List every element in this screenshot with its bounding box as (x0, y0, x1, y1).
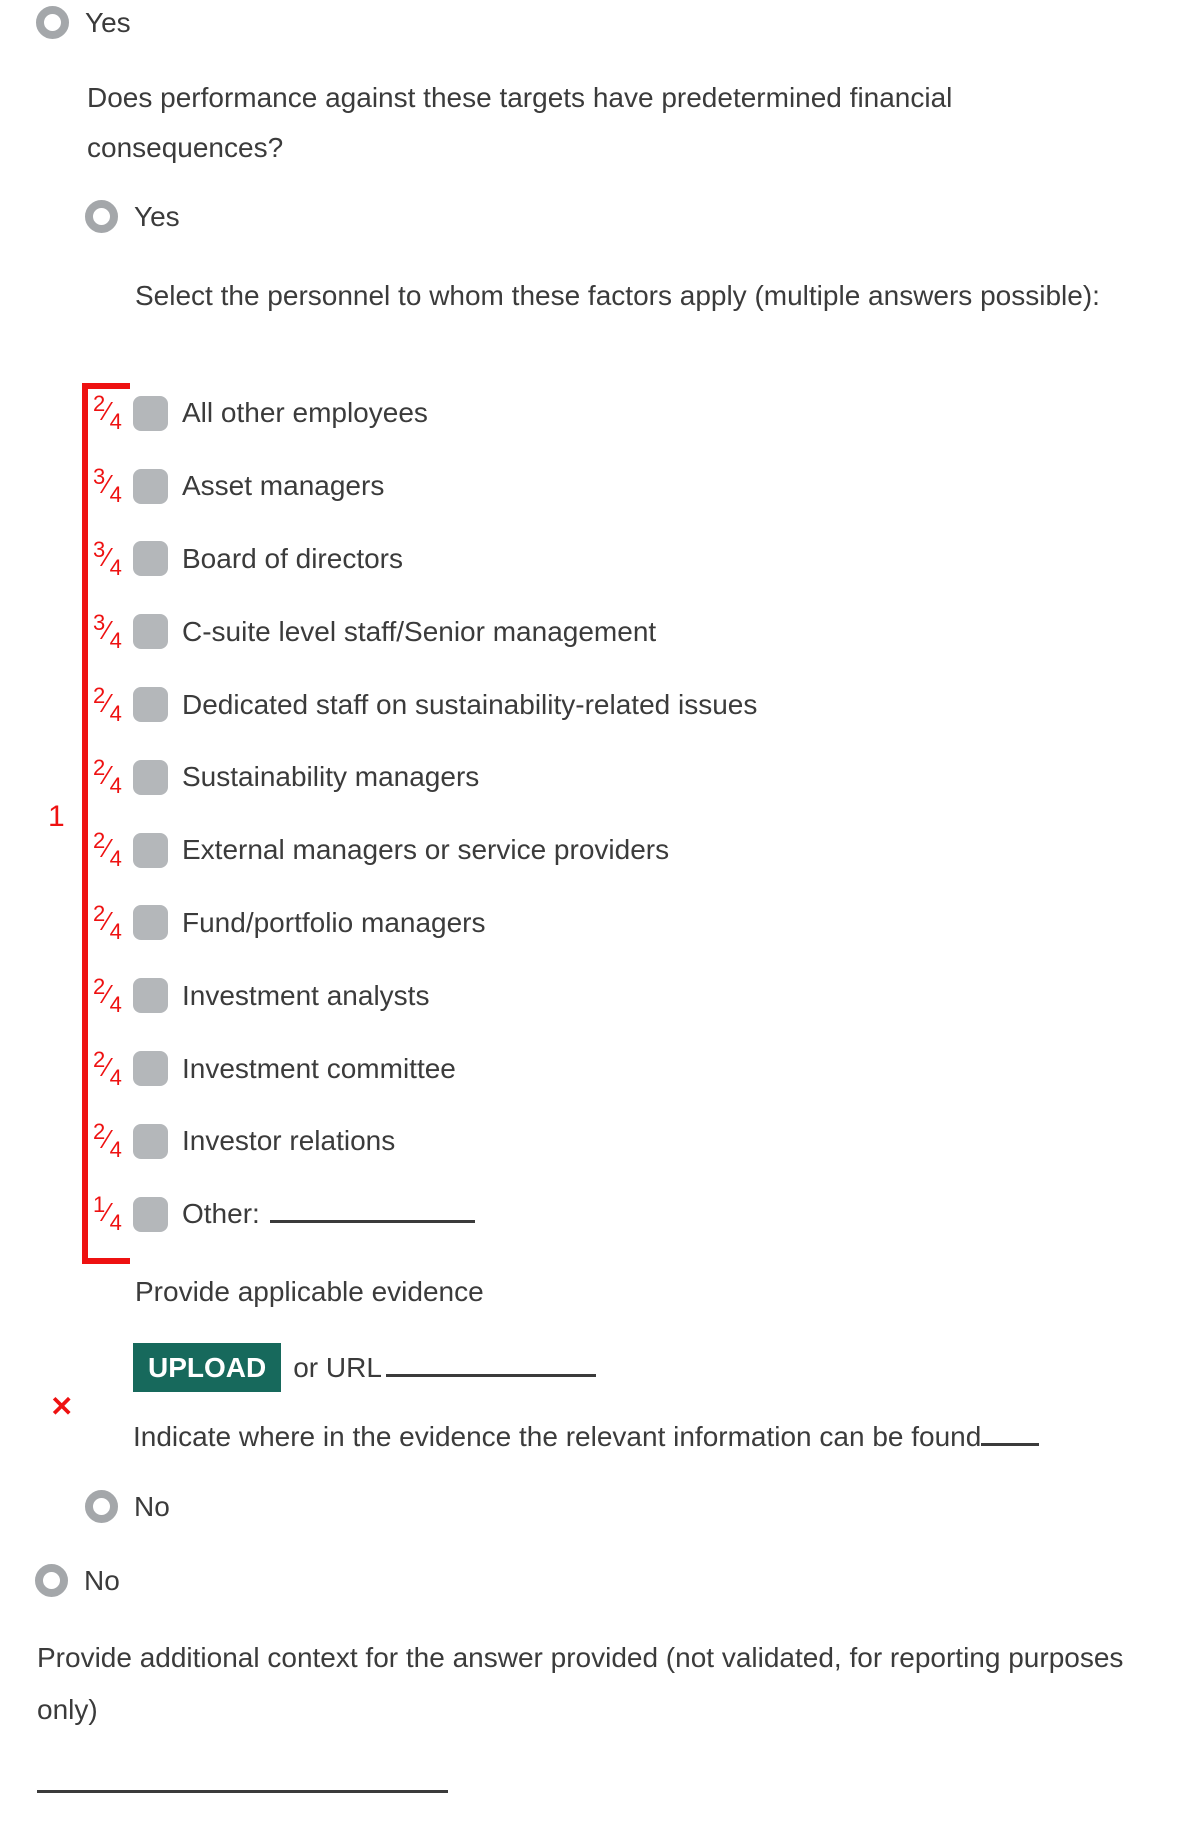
or-url-label: or URL (293, 1352, 382, 1383)
score-annotation: 2⁄4 (93, 1046, 122, 1090)
context-input-line[interactable] (37, 1790, 448, 1793)
evidence-location-input-line[interactable] (981, 1443, 1039, 1446)
score-annotation: 2⁄4 (93, 391, 122, 435)
checkbox[interactable] (133, 978, 168, 1013)
evidence-location-row (133, 1421, 1039, 1453)
personnel-option-row (0, 887, 1202, 960)
personnel-option-row (0, 377, 1202, 450)
score-annotation: 2⁄4 (93, 682, 122, 726)
checkbox-label: Asset managers (182, 470, 385, 502)
checkbox-label: Board of directors (182, 542, 403, 574)
checkbox-label: Fund/portfolio managers (182, 906, 486, 938)
checkbox[interactable] (133, 396, 168, 431)
checkbox[interactable] (133, 1197, 168, 1232)
checkbox[interactable] (133, 833, 168, 868)
score-annotation: 3⁄4 (93, 609, 122, 653)
radio-no-outer-label: No (84, 1565, 120, 1596)
checkbox-label-wrap (182, 1053, 456, 1085)
personnel-option-row (0, 814, 1202, 887)
checkbox-label-wrap (182, 834, 669, 866)
checkbox[interactable] (133, 760, 168, 795)
inner-no-row (85, 1490, 170, 1523)
checkbox-label: External managers or service providers (182, 834, 670, 866)
checkbox-label-wrap (182, 761, 479, 793)
checkbox-label-wrap (182, 1125, 395, 1157)
checkbox-label-wrap (182, 689, 757, 721)
checkbox-label: Dedicated staff on sustainability-related issues (182, 688, 758, 720)
checkbox-label: Other: (182, 1198, 260, 1230)
checkbox[interactable] (133, 1051, 168, 1086)
checkbox-label: Sustainability managers (182, 761, 480, 793)
radio-yes-outer-label: Yes (85, 7, 131, 38)
score-annotation: 3⁄4 (93, 464, 122, 508)
personnel-option-row (0, 668, 1202, 741)
radio-yes-inner-label: Yes (134, 201, 180, 232)
annotation-cross-icon: ✕ (50, 1391, 74, 1422)
personnel-option-row (0, 959, 1202, 1032)
select-personnel-prompt: Select the personnel to whom these factors apply (multiple answers possible): (135, 280, 1100, 311)
checkbox-label-wrap (182, 907, 486, 939)
checkbox-label-wrap (182, 980, 429, 1012)
checkbox[interactable] (133, 687, 168, 722)
score-annotation: 2⁄4 (93, 755, 122, 799)
checkbox-label: Investment analysts (182, 979, 430, 1011)
checkbox-label: Investor relations (182, 1125, 396, 1157)
sub-question-text: Does performance against these targets have predetermined financial consequences? (87, 82, 953, 163)
personnel-option-row (0, 1032, 1202, 1105)
score-annotation: 3⁄4 (93, 536, 122, 580)
evidence-prompt: Provide applicable evidence (135, 1276, 484, 1307)
checkbox[interactable] (133, 905, 168, 940)
checkbox-label: C-suite level staff/Senior management (182, 615, 657, 647)
additional-context-prompt: Provide additional context for the answer provided (not validated, for reporting purposes only) (37, 1642, 1124, 1725)
radio-yes-outer[interactable] (36, 6, 69, 39)
checkbox-label: All other employees (182, 397, 428, 429)
score-annotation: 2⁄4 (93, 828, 122, 872)
radio-no-outer[interactable] (35, 1564, 68, 1597)
checkbox-label-wrap (182, 1198, 475, 1230)
outer-yes-row (36, 6, 131, 39)
checkbox-label-wrap (182, 470, 384, 502)
url-input-line[interactable] (386, 1374, 596, 1377)
inner-yes-row (85, 200, 180, 233)
checkbox[interactable] (133, 469, 168, 504)
radio-yes-inner[interactable] (85, 200, 118, 233)
checkbox-label-wrap (182, 616, 656, 648)
personnel-option-row (0, 1105, 1202, 1178)
evidence-location-prompt: Indicate where in the evidence the relevant information can be found (133, 1421, 982, 1452)
checkbox[interactable] (133, 614, 168, 649)
score-annotation: 2⁄4 (93, 900, 122, 944)
personnel-option-row (0, 523, 1202, 596)
checkbox[interactable] (133, 1124, 168, 1159)
checkbox-label-wrap (182, 397, 428, 429)
radio-no-inner[interactable] (85, 1490, 118, 1523)
upload-button[interactable]: UPLOAD (133, 1343, 281, 1392)
checkbox[interactable] (133, 541, 168, 576)
upload-url-row (133, 1343, 596, 1392)
personnel-option-row (0, 1178, 1202, 1251)
personnel-option-row (0, 741, 1202, 814)
personnel-option-row (0, 595, 1202, 668)
outer-no-row (35, 1564, 120, 1597)
other-input-line[interactable] (270, 1220, 475, 1223)
checkbox-label: Investment committee (182, 1052, 456, 1084)
score-annotation: 2⁄4 (93, 1119, 122, 1163)
checkbox-label-wrap (182, 543, 403, 575)
annotation-group-score: 1 (48, 800, 65, 833)
personnel-option-row (0, 450, 1202, 523)
radio-no-inner-label: No (134, 1491, 170, 1522)
personnel-checkbox-list (0, 377, 1202, 1251)
score-annotation: 2⁄4 (93, 973, 122, 1017)
score-annotation: 1⁄4 (93, 1192, 122, 1236)
